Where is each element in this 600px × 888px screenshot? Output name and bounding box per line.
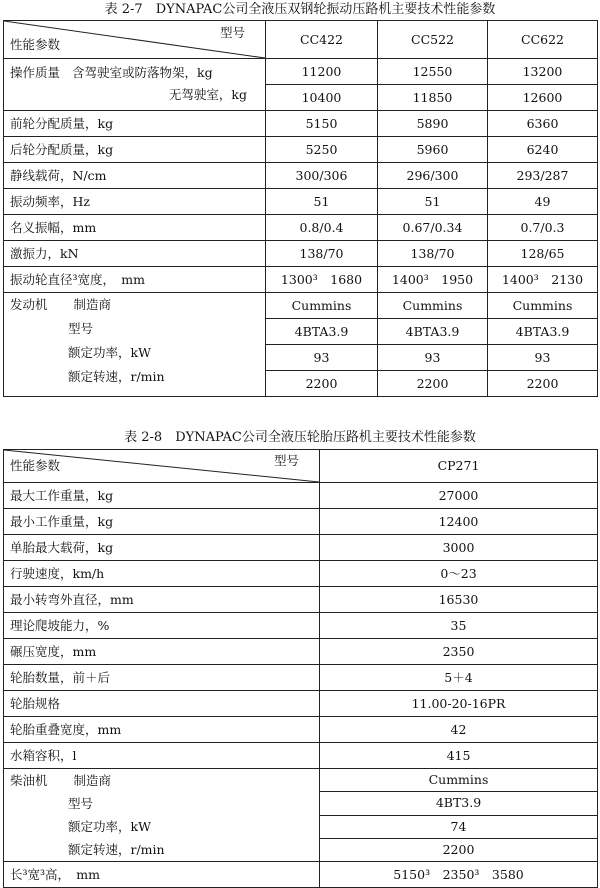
table-cell: 128/65: [488, 241, 598, 267]
table-row: [4, 483, 598, 509]
table-cell: 12600: [488, 85, 598, 111]
table-cell: 296/300: [378, 163, 488, 189]
table-row: [4, 293, 598, 319]
table-cell: 5890: [378, 111, 488, 137]
table-cell: 16530: [320, 587, 598, 613]
table-cell: 1300³ 1680: [266, 267, 378, 293]
table-cell: 1400³ 1950: [378, 267, 488, 293]
table-row: [4, 717, 598, 743]
table1: [3, 20, 598, 397]
engine-sub-label: 型号: [68, 796, 94, 811]
table-cell: 4BTA3.9: [266, 319, 378, 345]
model-header: CC422: [266, 21, 378, 59]
operating-mass-sub2: 无驾驶室，kg: [168, 86, 247, 102]
table-cell: 74: [320, 815, 598, 838]
table-cell: 11200: [266, 59, 378, 85]
model-header: CP271: [320, 450, 598, 483]
table-row: [4, 561, 598, 587]
table-cell: 5960: [378, 137, 488, 163]
table-cell: 11850: [378, 85, 488, 111]
table-cell: 0.8/0.4: [266, 215, 378, 241]
table-cell: 293/287: [488, 163, 598, 189]
table-cell: 2200: [266, 371, 378, 397]
table-cell: 35: [320, 613, 598, 639]
row-label: 行驶速度，km/h: [4, 561, 320, 587]
row-label: 最小工作重量，kg: [4, 509, 320, 535]
table-cell: 4BTA3.9: [488, 319, 598, 345]
table-row: [4, 215, 598, 241]
table-cell: 49: [488, 189, 598, 215]
table-row: [4, 111, 598, 137]
table-row: [4, 535, 598, 561]
engine-sub-label: 额定转速，r/min: [68, 369, 165, 384]
table1-header-diagonal-cell: [4, 21, 266, 59]
table-cell: 0～23: [320, 561, 598, 587]
table-row: [4, 639, 598, 665]
table-cell: 93: [378, 345, 488, 371]
engine-sub-label: 型号: [68, 321, 94, 336]
diesel-engine-label: 柴油机: [10, 773, 48, 788]
table-row: [4, 769, 598, 792]
row-label: 轮胎规格: [4, 691, 320, 717]
row-label: 单胎最大载荷，kg: [4, 535, 320, 561]
row-label: 后轮分配质量，kg: [4, 137, 266, 163]
table-cell: 4BT3.9: [320, 792, 598, 815]
table-row: [4, 743, 598, 769]
header-param-label: 性能参数: [10, 37, 61, 52]
table-row: [4, 137, 598, 163]
table-row: [4, 613, 598, 639]
row-label: 水箱容积，l: [4, 743, 320, 769]
table-cell: 5150: [266, 111, 378, 137]
table-cell: 12550: [378, 59, 488, 85]
diesel-engine-cell: [4, 769, 320, 862]
operating-mass-sub1: 含驾驶室或防落物架，kg: [72, 64, 213, 80]
table2: [3, 449, 598, 888]
header-model-label: 型号: [273, 453, 299, 468]
row-label: 名义振幅，mm: [4, 215, 266, 241]
table-cell: 138/70: [378, 241, 488, 267]
table-row: [4, 189, 598, 215]
table-cell: 5250: [266, 137, 378, 163]
table-cell: 3000: [320, 535, 598, 561]
row-label: 最大工作重量，kg: [4, 483, 320, 509]
table-cell: 51: [266, 189, 378, 215]
engine-cell: [4, 293, 266, 397]
table-cell: 2350: [320, 639, 598, 665]
row-label: 理论爬坡能力，%: [4, 613, 320, 639]
table-cell: 138/70: [266, 241, 378, 267]
row-label: 振动轮直径³宽度， mm: [4, 267, 266, 293]
row-label: 轮胎重叠宽度，mm: [4, 717, 320, 743]
table-cell: 300/306: [266, 163, 378, 189]
row-label: 长³宽³高， mm: [4, 862, 320, 888]
row-label: 轮胎数量，前＋后: [4, 665, 320, 691]
table-cell: 10400: [266, 85, 378, 111]
engine-sub-label: 额定转速，r/min: [68, 842, 165, 857]
engine-sub-label: 制造商: [73, 297, 112, 312]
table2-header-diagonal-cell: [4, 450, 320, 483]
table-cell: 27000: [320, 483, 598, 509]
model-header: CC522: [378, 21, 488, 59]
table-cell: 12400: [320, 509, 598, 535]
table-cell: 0.67/0.34: [378, 215, 488, 241]
row-label: 碾压宽度，mm: [4, 639, 320, 665]
table-cell: 93: [266, 345, 378, 371]
engine-sub-label: 制造商: [73, 773, 112, 788]
table-cell: 1400³ 2130: [488, 267, 598, 293]
table-cell: 2200: [320, 838, 598, 861]
table-cell: 2200: [488, 371, 598, 397]
row-label: 最小转弯外直径，mm: [4, 587, 320, 613]
table-cell: 6360: [488, 111, 598, 137]
table-row: [4, 267, 598, 293]
row-label: 激振力，kN: [4, 241, 266, 267]
table-cell: 415: [320, 743, 598, 769]
table-cell: 5＋4: [320, 665, 598, 691]
table-row: [4, 241, 598, 267]
table-cell: Cummins: [378, 293, 488, 319]
operating-mass-cell: [4, 59, 266, 111]
table-row: [4, 163, 598, 189]
table-cell: 0.7/0.3: [488, 215, 598, 241]
table-cell: Cummins: [320, 769, 598, 792]
header-param-label: 性能参数: [10, 458, 61, 473]
row-label: 静线载荷，N/cm: [4, 163, 266, 189]
table-cell: 5150³ 2350³ 3580: [320, 862, 598, 888]
engine-sub-label: 额定功率，kW: [68, 819, 151, 834]
table-cell: 51: [378, 189, 488, 215]
header-model-label: 型号: [219, 25, 245, 40]
table-cell: Cummins: [266, 293, 378, 319]
table-row: [4, 509, 598, 535]
row-label: 振动频率，Hz: [4, 189, 266, 215]
table-cell: 4BTA3.9: [378, 319, 488, 345]
engine-sub-label: 额定功率，kW: [68, 345, 151, 360]
row-label: 前轮分配质量，kg: [4, 111, 266, 137]
table-cell: 2200: [378, 371, 488, 397]
table-row: [4, 862, 598, 888]
table1-caption: 表 2-7 DYNAPAC公司全液压双钢轮振动压路机主要技术性能参数: [104, 2, 496, 17]
table-row: [4, 587, 598, 613]
table-cell: 11.00-20-16PR: [320, 691, 598, 717]
table-cell: Cummins: [488, 293, 598, 319]
table-cell: 42: [320, 717, 598, 743]
table2-caption: 表 2-8 DYNAPAC公司全液压轮胎压路机主要技术性能参数: [124, 430, 476, 445]
model-header: CC622: [488, 21, 598, 59]
table-row: [4, 665, 598, 691]
table-cell: 13200: [488, 59, 598, 85]
engine-label: 发动机: [10, 297, 48, 312]
table-cell: 93: [488, 345, 598, 371]
operating-mass-label: 操作质量: [10, 64, 61, 80]
table-cell: 6240: [488, 137, 598, 163]
table-row: [4, 691, 598, 717]
table-row: [4, 59, 598, 85]
